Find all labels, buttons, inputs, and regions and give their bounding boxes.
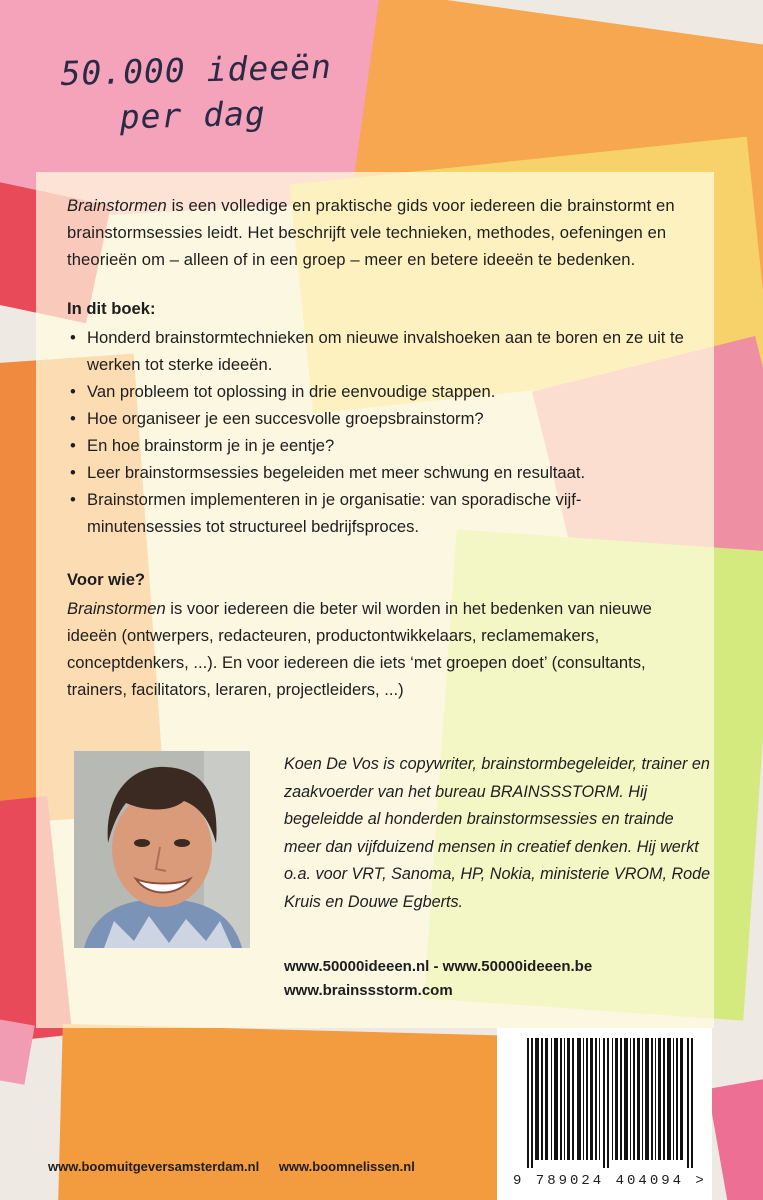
for-whom-heading: Voor wie? [67, 570, 146, 589]
in-this-book-heading: In dit boek: [67, 299, 156, 318]
list-item: • Honderd brainstormtechnieken om nieuwe invalshoeken aan te boren en ze uit te werken tot sterke ideeën. [67, 324, 687, 378]
intro-paragraph [67, 192, 687, 273]
website-link[interactable]: www.50000ideeen.nl - www.50000ideeen.be [284, 958, 593, 975]
cover-title-line: per dag [119, 93, 267, 136]
author-portrait-illustration [74, 751, 250, 948]
cover-title [60, 44, 382, 141]
barcode-bars [527, 1038, 697, 1168]
intro-text: is een volledige en praktische gids voor iedereen die brainstormt en brainstormsessies leidt. Het beschrijft vele technieken, methodes, oefeningen en theorieën om – alleen of in een groep – meer en betere ideeën te bedenken. [67, 196, 675, 269]
intro-lead: Brainstormen [67, 196, 167, 215]
list-item: • Brainstormen implementeren in je organisatie: van sporadische vijf-minutensessies tot structureel bedrijfsproces. [67, 486, 687, 540]
cover-title-line: 50.000 ideeën [60, 46, 333, 93]
isbn-number: 9 789024 404094 > [513, 1173, 707, 1189]
publisher-footer [48, 1159, 431, 1174]
for-whom-text: is voor iedereen die beter wil worden in het bedenken van nieuwe ideeën (ontwerpers, redacteuren, productontwikkelaars, reclamemakers, conceptdenkers, ...). En voor iedereen die iets ‘met groepen doet’ (consultants, trainers, facilitators, leraren, projectleiders, ...) [67, 599, 652, 699]
back-cover-text [67, 192, 687, 703]
publisher-link[interactable]: www.boomnelissen.nl [278, 1159, 415, 1174]
feature-list [67, 324, 687, 540]
for-whom-lead: Brainstormen [67, 599, 166, 618]
barcode [497, 1028, 712, 1200]
list-item: • En hoe brainstorm je in je eentje? [67, 432, 687, 459]
for-whom-paragraph [67, 595, 687, 703]
website-link[interactable]: www.brainssstorm.com [284, 982, 453, 999]
list-item: • Van probleem tot oplossing in drie eenvoudige stappen. [67, 378, 687, 405]
website-links [284, 955, 592, 1003]
pink-sticky-note [708, 1073, 763, 1200]
list-item: • Leer brainstormsessies begeleiden met meer schwung en resultaat. [67, 459, 687, 486]
pink-sticky-note [0, 1015, 35, 1085]
author-photo [74, 751, 250, 948]
publisher-link[interactable]: www.boomuitgeversamsterdam.nl [48, 1159, 260, 1174]
author-bio: Koen De Vos is copywriter, brainstormbegeleider, trainer en zaakvoerder van het bureau BRAINSSSTORM. Hij begeleidde al honderden brainstormsessies en trainde meer dan vijfduizend mensen in creatief denken. Hij werkt o.a. voor VRT, Sanoma, HP, Nokia, ministerie VROM, Rode Kruis en Douwe Egberts. [284, 755, 711, 911]
list-item: • Hoe organiseer je een succesvolle groepsbrainstorm? [67, 405, 687, 432]
